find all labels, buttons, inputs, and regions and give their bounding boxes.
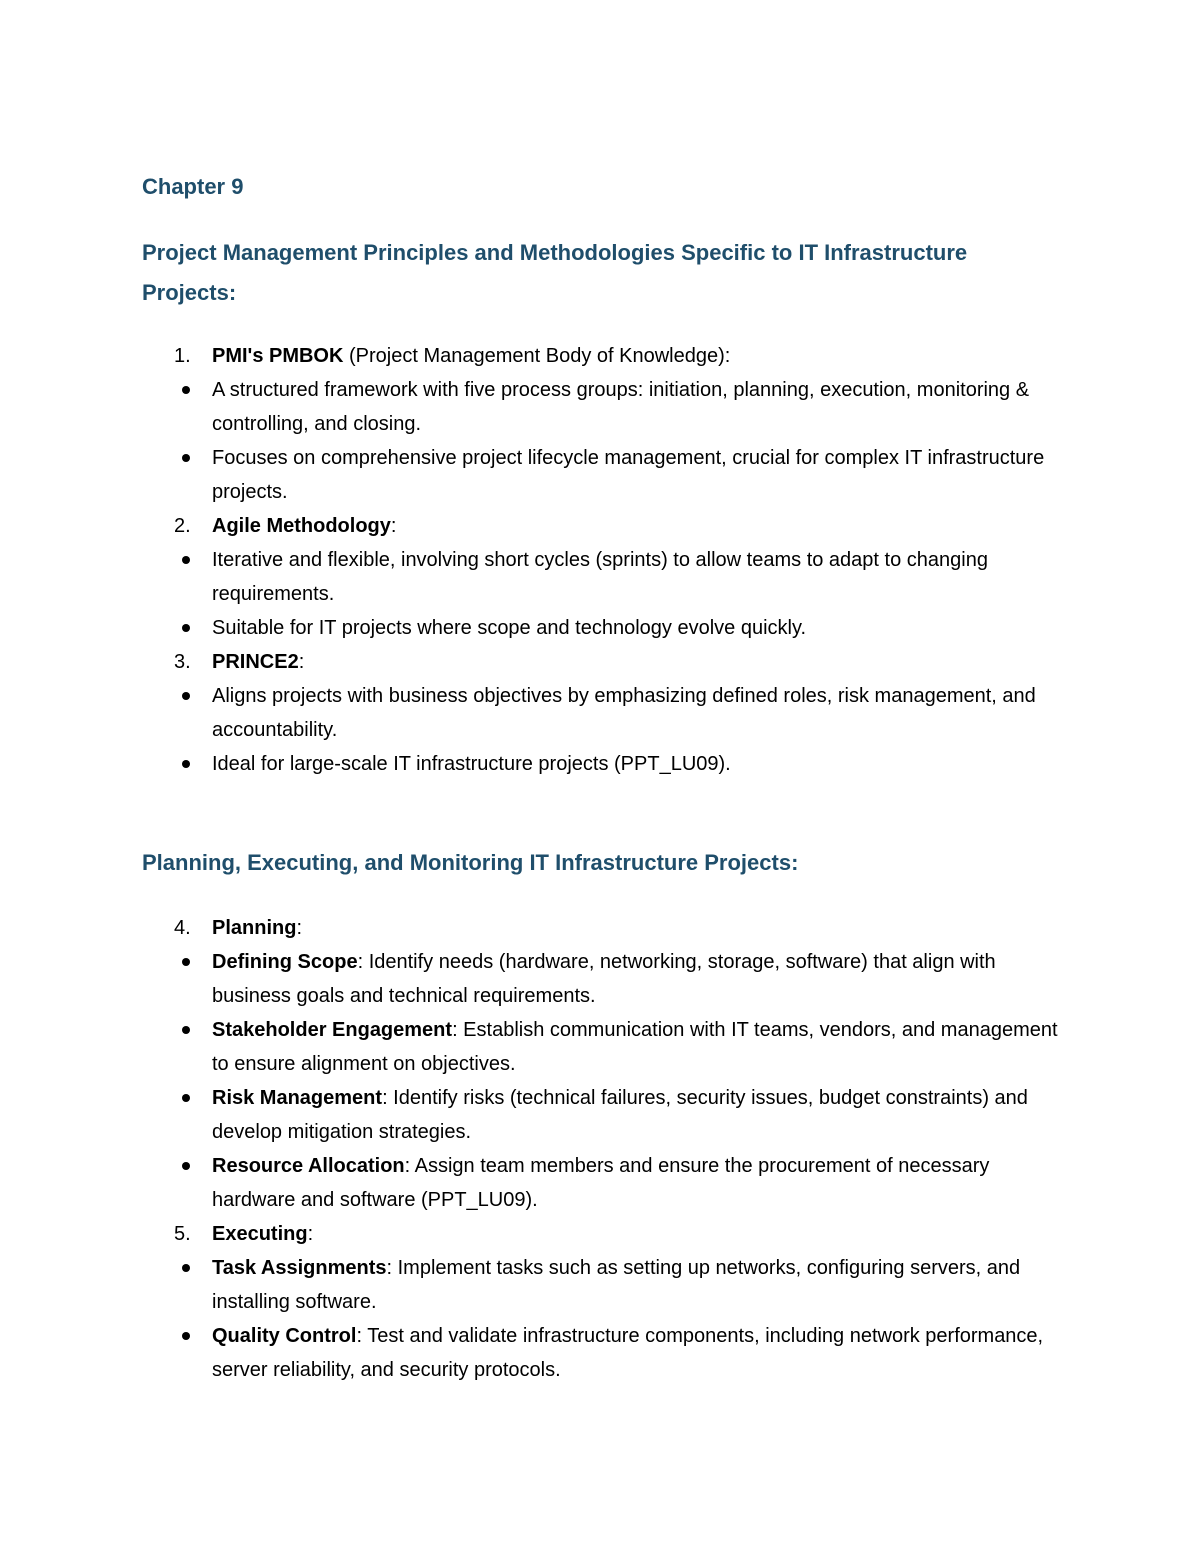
bullet-item xyxy=(142,373,1062,441)
bullet-item xyxy=(142,441,1062,509)
bullet-label: Risk Management xyxy=(212,1087,383,1109)
item-title: Executing xyxy=(212,1223,308,1245)
item-title: PMI's PMBOK xyxy=(212,345,344,367)
bullet-list xyxy=(142,543,1062,645)
list-item xyxy=(142,339,1062,373)
bullet-item xyxy=(142,679,1062,747)
bullet-item xyxy=(142,945,1062,1013)
section-heading-methodologies: Project Management Principles and Methodologies Specific to IT Infrastructure Projects: xyxy=(142,240,968,305)
bullet-label: Resource Allocation xyxy=(212,1155,405,1177)
bullet-icon xyxy=(182,454,190,462)
bullet-list xyxy=(142,679,1062,781)
bullet-icon xyxy=(182,556,190,564)
bullet-icon xyxy=(182,692,190,700)
bullet-text: : Establish communication with IT teams, vendors, and management to ensure alignment on objectives. xyxy=(212,1019,1058,1075)
bullet-item xyxy=(142,1251,1062,1319)
bullet-item xyxy=(142,1149,1062,1217)
bullet-text: : Test and validate infrastructure components, including network performance, server reliability, and security protocols. xyxy=(212,1325,1044,1381)
section-heading-planning: Planning, Executing, and Monitoring IT Infrastructure Projects: xyxy=(142,850,799,875)
bullet-icon xyxy=(182,624,190,632)
item-heading xyxy=(212,1217,1062,1251)
bullet-text: Suitable for IT projects where scope and technology evolve quickly. xyxy=(212,617,807,639)
item-title-rest: : xyxy=(296,917,303,939)
bullet-label: Stakeholder Engagement xyxy=(212,1019,453,1041)
item-title-rest: : xyxy=(298,651,305,673)
bullet-icon xyxy=(182,1094,190,1102)
chapter-title: Chapter 9 xyxy=(142,174,244,199)
bullet-icon xyxy=(182,1264,190,1272)
planning-list xyxy=(142,911,1062,1387)
bullet-item xyxy=(142,747,1062,781)
item-heading xyxy=(212,911,1062,945)
bullet-icon xyxy=(182,958,190,966)
item-heading xyxy=(212,509,1062,543)
bullet-item xyxy=(142,1081,1062,1149)
bullet-text: : Identify needs (hardware, networking, storage, software) that align with business goals and technical requirements. xyxy=(212,951,996,1007)
bullet-list xyxy=(142,1251,1062,1387)
item-heading xyxy=(212,339,1062,373)
bullet-item xyxy=(142,611,1062,645)
methodologies-list xyxy=(142,339,1062,781)
bullet-item xyxy=(142,543,1062,611)
item-title-rest: (Project Management Body of Knowledge): xyxy=(343,345,731,367)
bullet-text: Iterative and flexible, involving short cycles (sprints) to allow teams to adapt to changing requirements. xyxy=(212,549,988,605)
bullet-icon xyxy=(182,760,190,768)
bullet-text: Focuses on comprehensive project lifecycle management, crucial for complex IT infrastructure projects. xyxy=(212,447,1045,503)
item-title: PRINCE2 xyxy=(212,651,299,673)
item-number: 4. xyxy=(174,917,191,939)
bullet-list xyxy=(142,373,1062,509)
item-title: Agile Methodology xyxy=(212,515,391,537)
bullet-label: Task Assignments xyxy=(212,1257,387,1279)
item-number: 2. xyxy=(174,515,191,537)
list-item xyxy=(142,911,1062,945)
bullet-icon xyxy=(182,1026,190,1034)
bullet-list xyxy=(142,945,1062,1217)
bullet-text: Ideal for large-scale IT infrastructure projects (PPT_LU09). xyxy=(212,753,731,775)
bullet-text: : Identify risks (technical failures, security issues, budget constraints) and develop mitigation strategies. xyxy=(212,1087,1028,1143)
item-heading xyxy=(212,645,1062,679)
item-title-rest: : xyxy=(390,515,397,537)
bullet-item xyxy=(142,1319,1062,1387)
bullet-text: Aligns projects with business objectives by emphasizing defined roles, risk management, and accountability. xyxy=(212,685,1036,741)
bullet-item xyxy=(142,1013,1062,1081)
item-number: 5. xyxy=(174,1223,191,1245)
bullet-icon xyxy=(182,1332,190,1340)
bullet-icon xyxy=(182,386,190,394)
item-number: 3. xyxy=(174,651,191,673)
bullet-icon xyxy=(182,1162,190,1170)
bullet-text: : Assign team members and ensure the procurement of necessary hardware and software (PPT_LU09). xyxy=(212,1155,990,1211)
list-item xyxy=(142,645,1062,679)
bullet-text: A structured framework with five process groups: initiation, planning, execution, monitoring & controlling, and closing. xyxy=(212,379,1030,435)
list-item xyxy=(142,1217,1062,1251)
bullet-label: Defining Scope xyxy=(212,951,358,973)
list-item xyxy=(142,509,1062,543)
item-number: 1. xyxy=(174,345,191,367)
item-title: Planning xyxy=(212,917,297,939)
bullet-label: Quality Control xyxy=(212,1325,357,1347)
item-title-rest: : xyxy=(307,1223,314,1245)
bullet-text: : Implement tasks such as setting up networks, configuring servers, and installing software. xyxy=(212,1257,1021,1313)
